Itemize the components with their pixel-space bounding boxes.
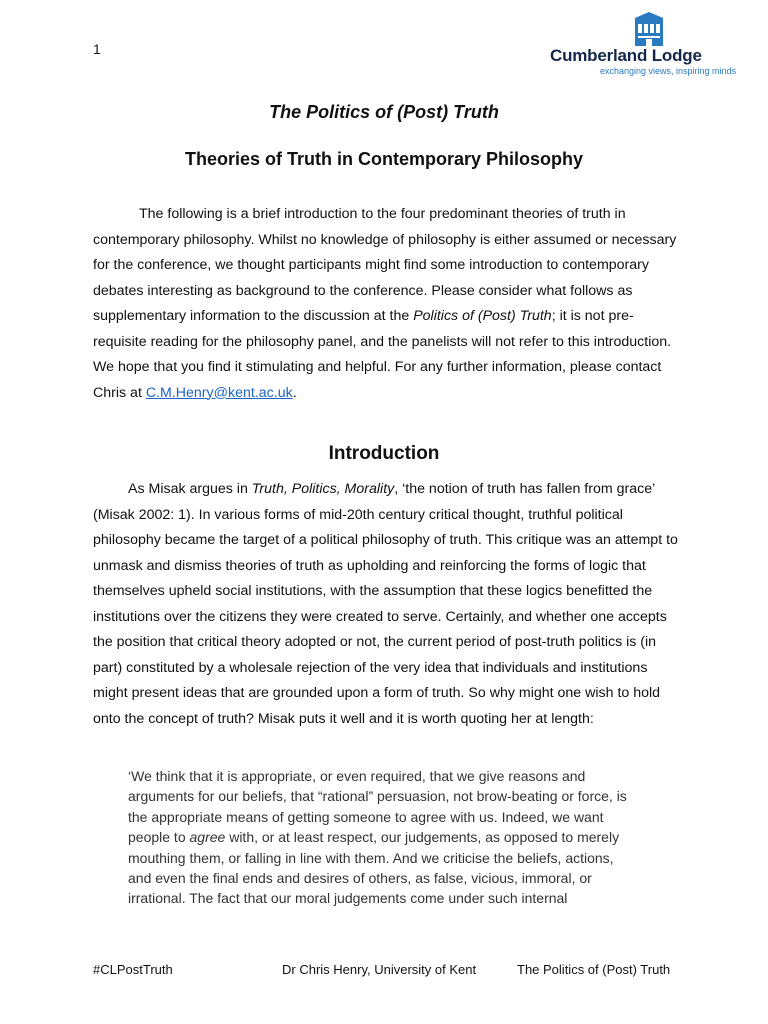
para-text-start: As Misak argues in: [128, 481, 252, 497]
cumberland-lodge-building-icon: [634, 12, 664, 46]
page-number: 1: [93, 41, 101, 57]
footer-author: Dr Chris Henry, University of Kent: [282, 962, 477, 977]
footer-title: The Politics of (Post) Truth: [517, 962, 671, 977]
logo-name: Cumberland Lodge: [550, 46, 702, 65]
intro-text-rest: ; it is not pre-requisite reading for the philosophy panel, and the panelists will not refer to this introduction. We hope that you find it stimulating and helpful. For any further information, please contact Chris at: [93, 308, 672, 401]
intro-paragraph: [93, 202, 683, 406]
quote-text-start: ‘We think that it is appropriate, or even required, that we give reasons and arguments for our beliefs, that “rational” persuasion, not brow-beating or force, is the appropriate means of getting someone to agree with us. Indeed, we want people to: [128, 768, 627, 846]
quote-italic: agree: [189, 829, 226, 846]
para-text-rest: , ‘the notion of truth has fallen from grace’ (Misak 2002: 1). In various forms of mid-20th century critical thought, truthful political philosophy became the target of a political philosophy of truth. This critique was an attempt to unmask and dismiss theories of truth as upholding and reinforcing the forms of logic that themselves upheld social institutions, with the assumption that these logics benefitted the institutions over the citizens they were created to serve. Certainly, and whether one accepts the position that critical theory adopted or not, the current period of post-truth politics is (in part) constituted by a wholesale rejection of the very idea that individuals and institutions might present ideas that are grounded upon a form of truth. So why might one wish to hold onto the concept of truth? Misak puts it well and it is worth quoting her at length:: [93, 481, 678, 727]
section-heading: Introduction: [328, 443, 440, 464]
cumberland-lodge-logo: [548, 12, 748, 78]
introduction-paragraph: [93, 477, 683, 732]
intro-end: .: [292, 384, 297, 401]
block-quote: [128, 766, 638, 909]
contact-email-link[interactable]: C.M.Henry@kent.ac.uk: [145, 384, 293, 401]
document-title: The Politics of (Post) Truth: [269, 102, 499, 122]
intro-text-start: The following is a brief introduction to the four predominant theories of truth in contemporary philosophy. Whilst no knowledge of philosophy is either assumed or necessary for the conference, we thought participants might find some introduction to contemporary debates interesting as background to the conference. Please consider what follows as supplementary information to the discussion at the: [93, 206, 677, 324]
intro-italic-title: Politics of (Post) Truth: [413, 308, 552, 324]
book-title: Truth, Politics, Morality: [251, 481, 395, 497]
quote-text-rest: with, or at least respect, our judgements, as opposed to merely mouthing them, or falling in line with them. And we criticise the beliefs, actions, and even the final ends and desires of others, as false, vicious, immoral, or irrational. The fact that our moral judgements come under such internal: [128, 829, 620, 907]
document-subtitle: Theories of Truth in Contemporary Philosophy: [184, 149, 584, 169]
logo-tagline: exchanging views, inspiring minds: [600, 66, 737, 76]
footer-hashtag: #CLPostTruth: [93, 962, 173, 977]
